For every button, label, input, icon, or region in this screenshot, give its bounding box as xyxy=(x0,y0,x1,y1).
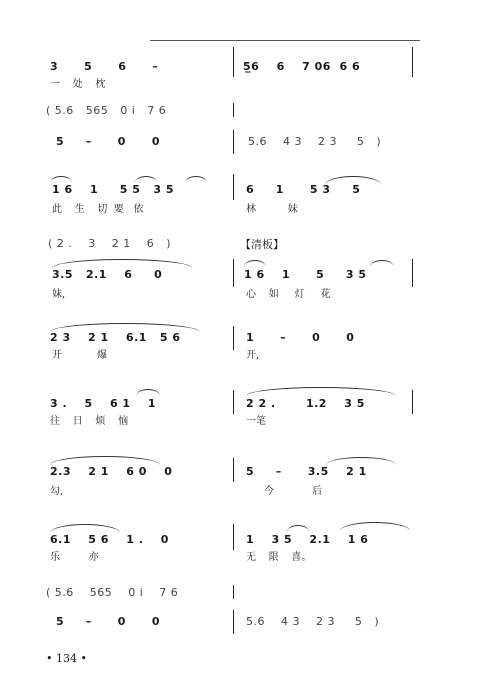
slur xyxy=(287,525,309,532)
barline xyxy=(233,458,234,482)
notes-left: 5 – 0 0 xyxy=(56,615,161,628)
barline xyxy=(233,130,234,154)
lyrics-left: 乐 亦 xyxy=(50,552,99,563)
notes-left: ( 5.6 565 0 i 7 6 xyxy=(46,586,179,599)
barline xyxy=(233,174,234,200)
barline xyxy=(233,524,234,550)
notes-right: 6 1 5 3 5 xyxy=(246,183,361,196)
notes-left: 5 – 0 0 xyxy=(56,135,161,148)
notes-right: 1 – 0 0 xyxy=(246,331,355,344)
barline xyxy=(233,610,234,634)
notes-left: 6.1 5 6 1 . 0 xyxy=(50,533,169,546)
lyrics-left: 妹, xyxy=(52,289,66,300)
barline xyxy=(233,103,234,117)
notes-left: 2.3 2 1 6 0 0 xyxy=(50,465,173,478)
barline xyxy=(233,47,234,77)
notes-left: 2 3 2 1 6.1 5 6 xyxy=(50,331,181,344)
barline xyxy=(412,390,413,414)
lyrics-left: 往 日 烦 恼 xyxy=(50,416,129,427)
slur xyxy=(246,387,396,396)
slur xyxy=(185,176,207,183)
notes-left: 3 5 6 – xyxy=(50,60,159,73)
notes-right: 5.6 4 3 2 3 5 ) xyxy=(248,135,382,148)
notes-right: 5.6 4 3 2 3 5 ) xyxy=(246,615,380,628)
notes-right: 1 3 5 2.1 1 6 xyxy=(246,533,369,546)
lyrics-right: 林 妹 xyxy=(246,204,298,215)
slur xyxy=(370,260,394,267)
notes-right: 5 – 3.5 2 1 xyxy=(246,465,367,478)
barline xyxy=(233,259,234,287)
lyrics-right: 心 如 灯 花 xyxy=(246,289,331,300)
notes-right: 5̲̇6 6 7 06 6 6 xyxy=(243,60,361,73)
barline xyxy=(412,259,413,287)
slur xyxy=(340,522,410,531)
notes-right: 1 6 1 5 3 5 xyxy=(244,268,367,281)
slur xyxy=(326,457,396,465)
barline xyxy=(412,47,413,77)
slur xyxy=(50,176,72,183)
lyrics-left: 一 处 枕 xyxy=(50,79,106,90)
barline xyxy=(233,326,234,350)
lyrics-left: 此 生 切 要 依 xyxy=(52,204,144,215)
lyrics-right: 一笔 xyxy=(246,416,266,427)
barline xyxy=(233,390,234,414)
tempo-tag: 【清板】 xyxy=(240,238,284,251)
page-number: • 134 • xyxy=(46,652,87,665)
slur xyxy=(136,389,160,396)
notes-left: 1 6 1 5 5 3 5 xyxy=(52,183,175,196)
top-tie-line xyxy=(150,40,420,41)
notes-left: 3 . 5 6 1 1 xyxy=(50,397,157,410)
slur xyxy=(244,260,266,267)
notes-left: 3.5 2.1 6 0 xyxy=(52,268,163,281)
notes-right: 2 2 . 1.2 3 5 xyxy=(246,397,365,410)
notes-left: ( 2 . 3 2 1 6 ) xyxy=(48,237,172,250)
lyrics-left: 开 爆 xyxy=(52,350,107,361)
slur xyxy=(52,259,192,268)
notes-left: ( 5.6 565 0 i 7 6 xyxy=(46,104,167,117)
slur xyxy=(50,524,120,533)
lyrics-right: 今 后 xyxy=(264,486,323,497)
slur xyxy=(135,176,157,183)
slur xyxy=(50,456,160,465)
lyrics-left: 勾, xyxy=(50,486,64,497)
lyrics-right: 无 限 喜。 xyxy=(246,552,312,563)
barline xyxy=(233,585,234,599)
lyrics-right: 开, xyxy=(246,350,260,361)
